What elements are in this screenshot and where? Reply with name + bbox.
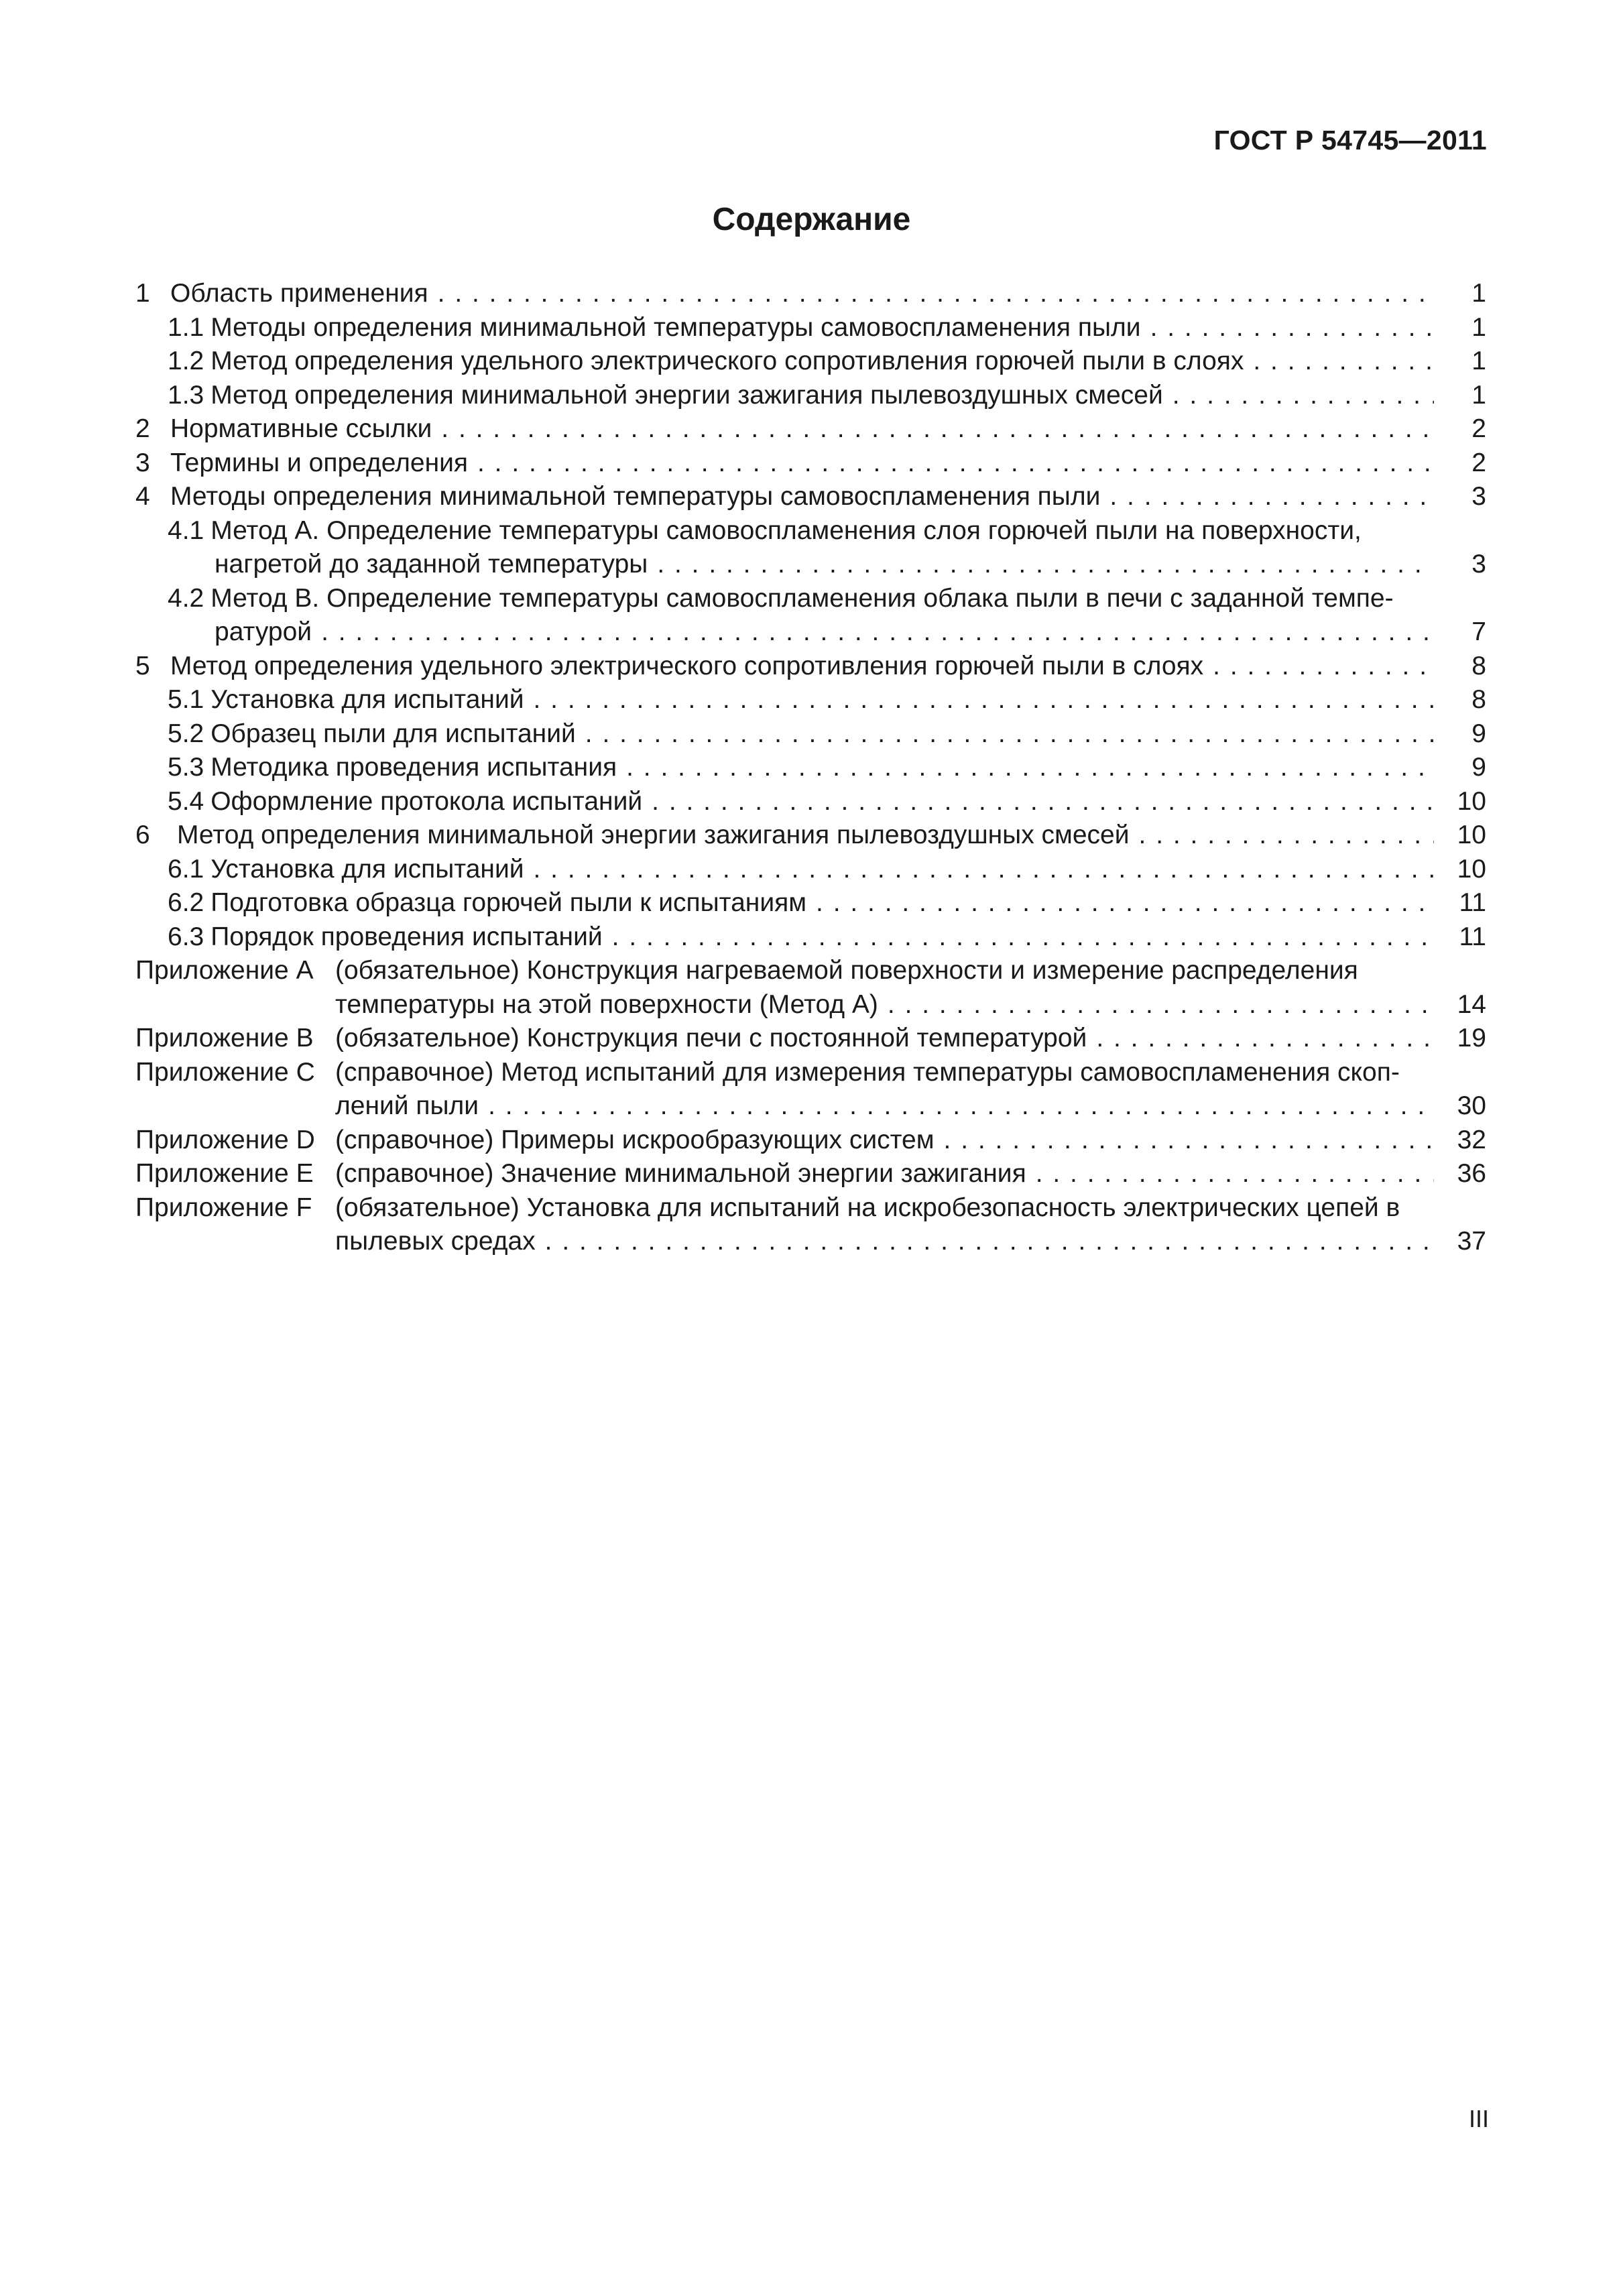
toc-entry-title: (справочное) Примеры искрообразующих систем bbox=[335, 1125, 935, 1154]
toc-entry-title-line-2: ратурой bbox=[215, 617, 312, 646]
toc-entry-title: (справочное) Значение минимальной энергии зажигания bbox=[335, 1159, 1026, 1188]
toc-entry-1-2[interactable] bbox=[135, 345, 1486, 379]
dot-leader bbox=[441, 412, 1434, 446]
dot-leader bbox=[612, 920, 1434, 954]
toc-appendix-e[interactable] bbox=[135, 1157, 1486, 1191]
toc-entry-page: 10 bbox=[1457, 821, 1486, 849]
toc-entry-title-line-1: (справочное) Метод испытаний для измерения температуры самовоспламенения скоп- bbox=[335, 1057, 1400, 1087]
toc-entry-page: 2 bbox=[1471, 448, 1486, 477]
toc-entry-1[interactable] bbox=[135, 277, 1486, 311]
toc-entry-6-2[interactable] bbox=[135, 886, 1486, 920]
toc-entry-title: Образец пыли для испытаний bbox=[211, 719, 576, 748]
toc-entry-title: Установка для испытаний bbox=[211, 854, 524, 884]
appendix-label: Приложение В bbox=[135, 1024, 314, 1052]
toc-entry-title: Метод определения удельного электрического сопротивления горючей пыли в слоях bbox=[170, 651, 1204, 680]
toc-entry-number: 3 bbox=[135, 448, 150, 477]
dot-leader bbox=[1139, 819, 1434, 852]
toc-entry-title: (обязательное) Конструкция печи с постоянной температурой bbox=[335, 1024, 1087, 1052]
dot-leader bbox=[652, 785, 1434, 819]
appendix-label: Приложение А bbox=[135, 956, 314, 985]
toc-entry-number: 1 bbox=[135, 279, 150, 308]
toc-entry-number: 5 bbox=[135, 651, 150, 680]
toc-entry-page: 1 bbox=[1471, 347, 1486, 375]
toc-entry-6[interactable] bbox=[135, 819, 1486, 853]
toc-entry-page: 1 bbox=[1471, 312, 1486, 342]
dot-leader bbox=[534, 683, 1434, 717]
appendix-label: Приложение F bbox=[135, 1193, 312, 1222]
toc-entry-page: 9 bbox=[1471, 753, 1486, 782]
toc-entry-2[interactable] bbox=[135, 412, 1486, 446]
toc-entry-number: 4 bbox=[135, 482, 150, 511]
dot-leader bbox=[585, 717, 1434, 751]
toc-entry-number: 5.2 bbox=[168, 719, 204, 748]
toc-entry-number: 4.2 bbox=[168, 583, 204, 613]
dot-leader bbox=[321, 615, 1434, 649]
toc-entry-title-line-2: температуры на этой поверхности (Метод А) bbox=[335, 989, 878, 1019]
page-number: III bbox=[1468, 2105, 1489, 2132]
toc-entry-number: 4.1 bbox=[168, 516, 204, 545]
toc-entry-title: Подготовка образца горючей пыли к испытаниям bbox=[211, 888, 807, 917]
dot-leader bbox=[816, 886, 1434, 920]
toc-entry-number: 6.2 bbox=[168, 888, 204, 917]
toc-entry-number: 1.2 bbox=[168, 347, 204, 375]
toc-entry-title: Нормативные ссылки bbox=[170, 414, 432, 443]
toc-entry-title: Метод определения удельного электрического сопротивления горючей пыли в слоях bbox=[211, 347, 1244, 375]
toc-entry-3[interactable] bbox=[135, 446, 1486, 481]
toc-entry-page: 3 bbox=[1471, 482, 1486, 511]
toc-entry-page: 30 bbox=[1457, 1091, 1486, 1120]
toc-entry-number: 5.1 bbox=[168, 685, 204, 714]
dot-leader bbox=[488, 1089, 1434, 1123]
toc-entry-number: 2 bbox=[135, 414, 150, 443]
dot-leader bbox=[1150, 311, 1434, 345]
toc-entry-5-3[interactable] bbox=[135, 751, 1486, 785]
toc-appendix-d[interactable] bbox=[135, 1124, 1486, 1158]
toc-entry-title-line-1: Метод А. Определение температуры самовоспламенения слоя горючей пыли на поверхности, bbox=[211, 516, 1362, 545]
toc-entry-number: 6.1 bbox=[168, 854, 204, 884]
toc-entry-title-line-2: нагретой до заданной температуры bbox=[215, 550, 648, 579]
toc-entry-page: 1 bbox=[1471, 380, 1486, 410]
toc-entry-title: Методы определения минимальной температуры самовоспламенения пыли bbox=[170, 482, 1101, 511]
toc-entry-page: 10 bbox=[1457, 854, 1486, 884]
toc-entry-page: 3 bbox=[1471, 550, 1486, 579]
dot-leader bbox=[888, 988, 1434, 1022]
toc-entry-number: 6 bbox=[135, 821, 150, 849]
dot-leader bbox=[944, 1124, 1434, 1157]
toc-entry-title: Методы определения минимальной температуры самовоспламенения пыли bbox=[211, 312, 1141, 342]
toc-title: Содержание bbox=[712, 202, 911, 237]
toc-appendix-a[interactable] bbox=[135, 954, 1486, 1022]
toc-entry-page: 36 bbox=[1457, 1159, 1486, 1188]
toc-entry-number: 5.4 bbox=[168, 786, 204, 816]
dot-leader bbox=[1173, 379, 1434, 412]
toc-entry-page: 9 bbox=[1471, 719, 1486, 748]
toc-entry-title: Метод определения минимальной энергии зажигания пылевоздушных смесей bbox=[177, 821, 1130, 849]
toc-entry-page: 11 bbox=[1459, 922, 1486, 951]
toc-entry-1-1[interactable] bbox=[135, 311, 1486, 345]
toc-entry-number: 1.3 bbox=[168, 380, 204, 410]
toc-entry-4-1[interactable] bbox=[135, 514, 1486, 582]
toc-entry-5-4[interactable] bbox=[135, 785, 1486, 819]
toc-entry-title-line-1: Метод В. Определение температуры самовоспламенения облака пыли в печи с заданной темпе- bbox=[211, 583, 1394, 613]
toc-entry-page: 1 bbox=[1471, 279, 1486, 308]
toc-entry-page: 32 bbox=[1457, 1125, 1486, 1154]
toc-entry-title: Оформление протокола испытаний bbox=[211, 786, 643, 816]
toc-entry-title: Установка для испытаний bbox=[211, 685, 524, 714]
toc-entry-5[interactable] bbox=[135, 650, 1486, 684]
appendix-label: Приложение D bbox=[135, 1125, 315, 1154]
dot-leader bbox=[1253, 345, 1434, 378]
toc-entry-6-3[interactable] bbox=[135, 920, 1486, 955]
toc-entry-page: 11 bbox=[1459, 888, 1486, 917]
dot-leader bbox=[1109, 480, 1434, 513]
toc-entry-title-line-1: (обязательное) Установка для испытаний на искробезопасность электрических цепей в bbox=[335, 1193, 1400, 1222]
dot-leader bbox=[477, 446, 1434, 480]
toc-entry-title-line-1: (обязательное) Конструкция нагреваемой поверхности и измерение распределения bbox=[335, 956, 1358, 985]
toc-entry-number: 6.3 bbox=[168, 922, 204, 951]
toc-entry-5-1[interactable] bbox=[135, 683, 1486, 717]
dot-leader bbox=[545, 1225, 1434, 1258]
toc-entry-page: 14 bbox=[1457, 989, 1486, 1019]
toc-entry-1-3[interactable] bbox=[135, 379, 1486, 413]
table-of-contents bbox=[135, 277, 1486, 1259]
dot-leader bbox=[1213, 650, 1434, 683]
toc-entry-title: Метод определения минимальной энергии зажигания пылевоздушных смесей bbox=[211, 380, 1163, 410]
toc-entry-page: 8 bbox=[1471, 685, 1486, 714]
dot-leader bbox=[438, 277, 1434, 310]
toc-entry-title: Методика проведения испытания bbox=[211, 753, 617, 782]
appendix-label: Приложение С bbox=[135, 1057, 315, 1087]
dot-leader bbox=[534, 853, 1434, 886]
toc-entry-4[interactable] bbox=[135, 480, 1486, 514]
appendix-label: Приложение Е bbox=[135, 1159, 314, 1188]
toc-entry-6-1[interactable] bbox=[135, 853, 1486, 887]
toc-entry-title-line-2: пылевых средах bbox=[335, 1227, 536, 1256]
toc-entry-4-2[interactable] bbox=[135, 582, 1486, 650]
toc-entry-page: 7 bbox=[1471, 617, 1486, 646]
toc-entry-title-line-2: лений пыли bbox=[335, 1091, 479, 1120]
toc-entry-title: Термины и определения bbox=[170, 448, 469, 477]
toc-appendix-f[interactable] bbox=[135, 1191, 1486, 1259]
dot-leader bbox=[1096, 1022, 1434, 1055]
toc-entry-title: Порядок проведения испытаний bbox=[211, 922, 603, 951]
toc-appendix-c[interactable] bbox=[135, 1056, 1486, 1124]
toc-entry-page: 2 bbox=[1471, 414, 1486, 443]
dot-leader bbox=[1036, 1157, 1434, 1191]
dot-leader bbox=[626, 751, 1434, 784]
toc-entry-page: 8 bbox=[1471, 651, 1486, 680]
dot-leader bbox=[657, 548, 1434, 581]
document-code: ГОСТ Р 54745—2011 bbox=[1213, 125, 1487, 156]
toc-entry-number: 5.3 bbox=[168, 753, 204, 782]
toc-entry-number: 1.1 bbox=[168, 312, 204, 342]
toc-entry-page: 19 bbox=[1457, 1024, 1486, 1052]
toc-entry-page: 10 bbox=[1457, 786, 1486, 816]
toc-entry-5-2[interactable] bbox=[135, 717, 1486, 751]
toc-appendix-b[interactable] bbox=[135, 1022, 1486, 1056]
toc-entry-title: Область применения bbox=[170, 279, 428, 308]
toc-entry-page: 37 bbox=[1457, 1227, 1486, 1256]
